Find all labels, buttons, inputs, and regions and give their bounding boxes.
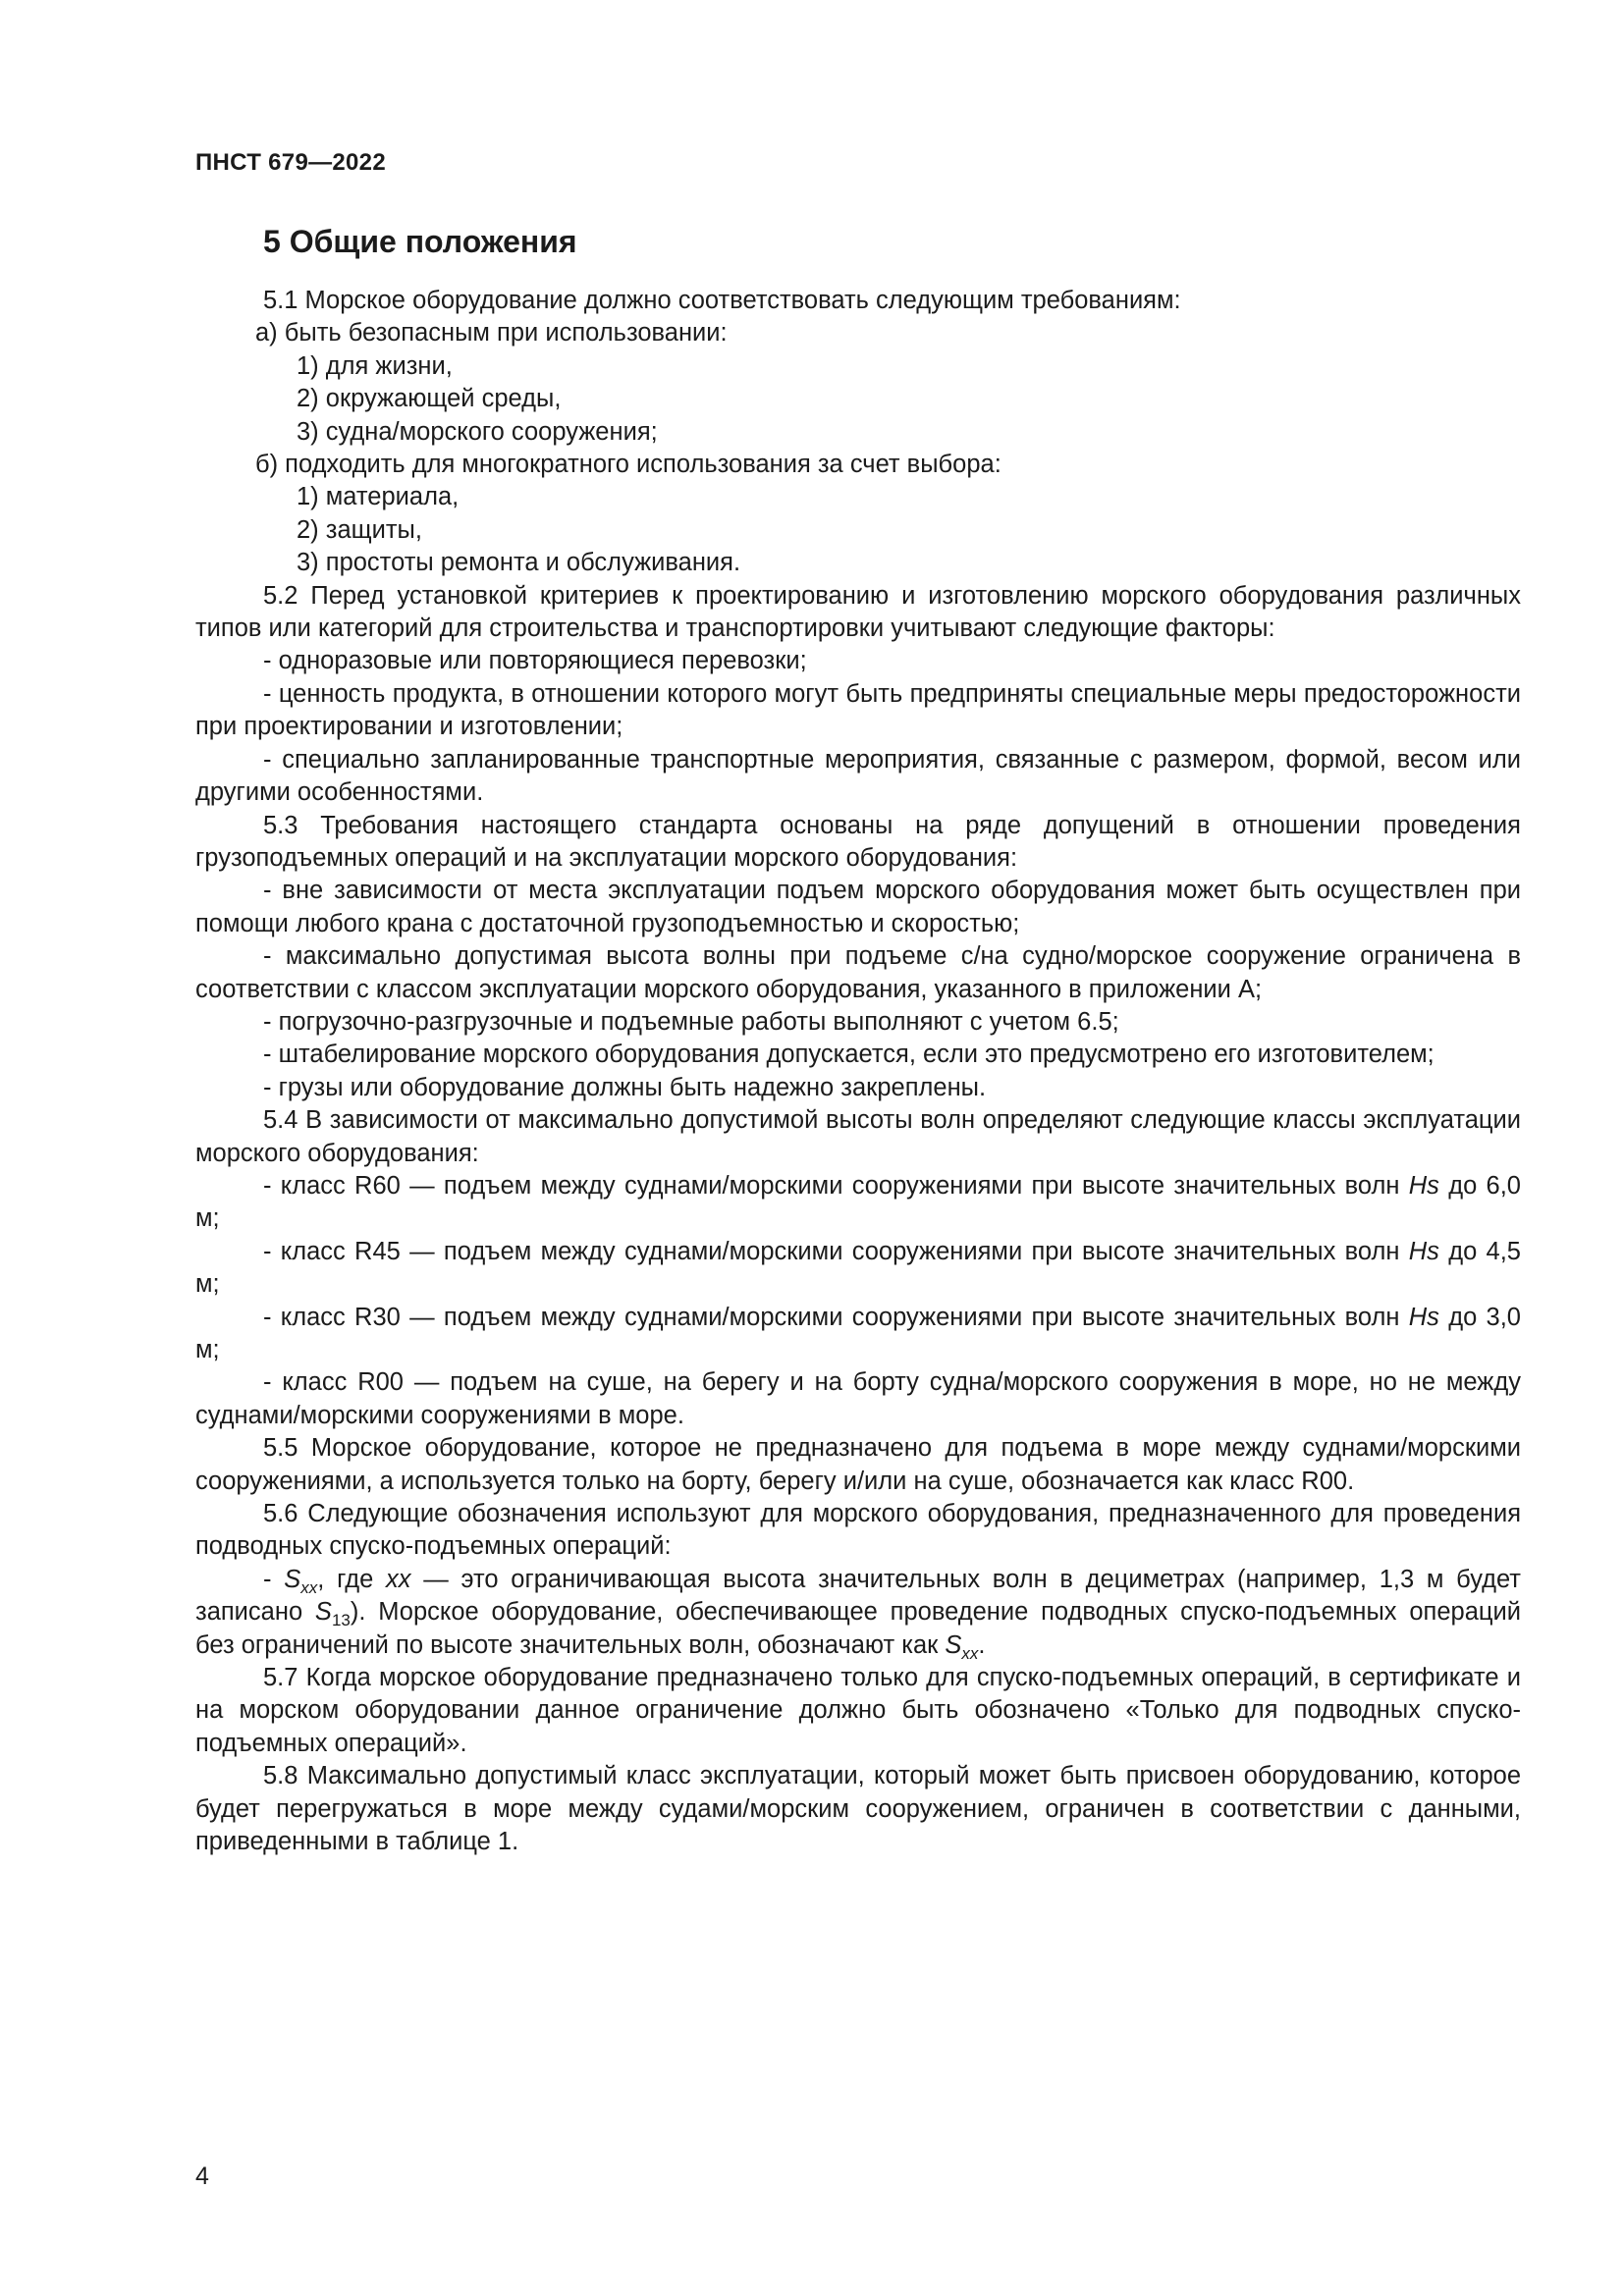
- list-item: 1) материала,: [297, 483, 460, 511]
- paragraph-5-3-intro: 5.3 Требования настоящего стандарта основаны на ряде допущений в отношении проведения грузоподъемных операций и на эксплуатации морского оборудования:: [195, 811, 1521, 872]
- list-item: 1) для жизни,: [297, 351, 453, 380]
- document-body: [195, 285, 1521, 1859]
- section-title: 5 Общие положения: [263, 224, 577, 259]
- list-item: 3) простоты ремонта и обслуживания.: [297, 549, 741, 577]
- dash-item: - вне зависимости от места эксплуатации подъем морского оборудования может быть осуществлен при помощи любого крана с достаточной грузоподъемностью и скоростью;: [195, 877, 1521, 937]
- paragraph-5-5: 5.5 Морское оборудование, которое не предназначено для подъема в море между суднами/морскими сооружениями, а используется только на борту, берегу и/или на суше, обозначается как класс R00.: [195, 1434, 1521, 1495]
- dash-item: - ценность продукта, в отношении которого могут быть предприняты специальные меры предосторожности при проектировании и изготовлении;: [195, 679, 1521, 741]
- dash-item-sxx: - $S_{xx}$, где xx — это ограничивающая высота значительных волн в дециметрах (например, 1,3 м будет записано $S_{13}$). Морское оборудование, обеспечивающее проведение подводных спуско-подъемных операций без ограничений по высоте значительных волн, обозначают как $S_{xx}$.: [195, 1565, 1521, 1663]
- dash-item-class-r45: - класс R45 — подъем между суднами/морскими сооружениями при высоте значительных волн Hs до 4,5 м;: [195, 1237, 1521, 1299]
- dash-item: - штабелирование морского оборудования допускается, если это предусмотрено его изготовителем;: [263, 1041, 1435, 1069]
- paragraph-5-2-intro: 5.2 Перед установкой критериев к проектированию и изготовлению морского оборудования различных типов или категорий для строительства и транспортировки учитывают следующие факторы:: [195, 581, 1521, 643]
- dash-item: - грузы или оборудование должны быть надежно закреплены.: [263, 1073, 987, 1101]
- list-item: 2) защиты,: [297, 515, 422, 544]
- dash-item: - максимально допустимая высота волны при подъеме с/на судно/морское сооружение ограничена в соответствии с классом эксплуатации морского оборудования, указанного в приложении А;: [195, 942, 1521, 1003]
- dash-item-class-r00: - класс R00 — подъем на суше, на берегу и на борту судна/морского сооружения в море, но не между суднами/морскими сооружениями в море.: [195, 1368, 1521, 1429]
- paragraph-5-4-intro: 5.4 В зависимости от максимально допустимой высоты волн определяют следующие классы эксплуатации морского оборудования:: [195, 1106, 1521, 1167]
- paragraph-5-7: 5.7 Когда морское оборудование предназначено только для спуско-подъемных операций, в сертификате и на морском оборудовании данное ограничение должно быть обозначено «Только для подводных спуско-подъемных операций».: [195, 1664, 1521, 1757]
- dash-item: - одноразовые или повторяющиеся перевозки;: [263, 647, 807, 675]
- paragraph-5-6-intro: 5.6 Следующие обозначения используют для морского оборудования, предназначенного для проведения подводных спуско-подъемных операций:: [195, 1500, 1521, 1561]
- list-item: а) быть безопасным при использовании:: [255, 319, 728, 347]
- dash-item-class-r30: - класс R30 — подъем между суднами/морскими сооружениями при высоте значительных волн Hs до 3,0 м;: [195, 1303, 1521, 1363]
- paragraph-5-8: 5.8 Максимально допустимый класс эксплуатации, который может быть присвоен оборудованию, которое будет перегружаться в море между судами/морским сооружением, ограничен в соответствии с данными, приведенными в таблице 1.: [195, 1762, 1521, 1856]
- paragraph-5-1-intro: 5.1 Морское оборудование должно соответствовать следующим требованиям:: [263, 287, 1181, 314]
- document-code: ПНСТ 679—2022: [195, 149, 386, 176]
- list-item: 3) судна/морского сооружения;: [297, 417, 658, 446]
- dash-item-class-r60: - класс R60 — подъем между суднами/морскими сооружениями при высоте значительных волн Hs до 6,0 м;: [195, 1171, 1521, 1233]
- list-item: 2) окружающей среды,: [297, 385, 562, 413]
- dash-item: - специально запланированные транспортные мероприятия, связанные с размером, формой, весом или другими особенностями.: [195, 745, 1521, 807]
- dash-item: - погрузочно-разгрузочные и подъемные работы выполняют с учетом 6.5;: [263, 1007, 1119, 1036]
- page-number: 4: [195, 2163, 209, 2190]
- list-item: б) подходить для многократного использования за счет выбора:: [255, 451, 1001, 479]
